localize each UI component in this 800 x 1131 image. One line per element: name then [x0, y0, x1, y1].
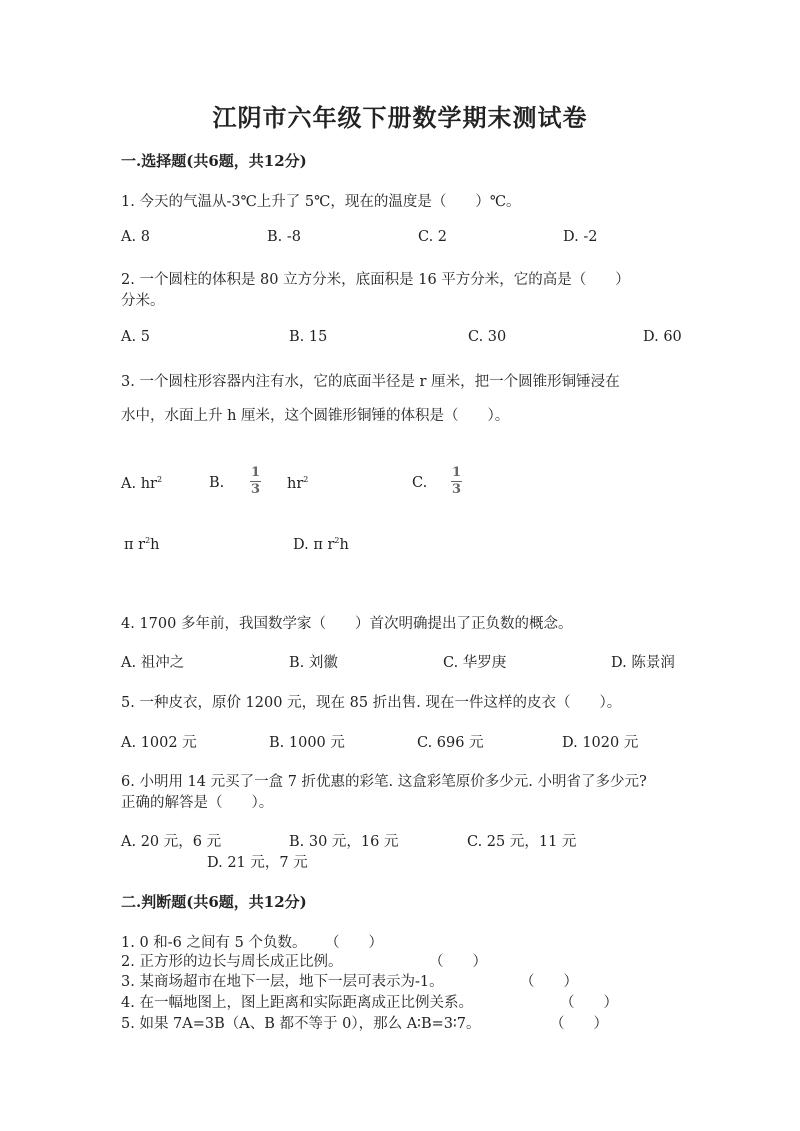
- option-c-end: h: [150, 537, 160, 553]
- question-6-option-d[interactable]: D. 21 元，7 元: [207, 855, 308, 871]
- question-5-option-b[interactable]: B. 1000 元: [269, 735, 345, 751]
- question-6-option-c[interactable]: C. 25 元，11 元: [467, 834, 577, 850]
- question-5-option-c[interactable]: C. 696 元: [417, 735, 484, 751]
- question-5-text: 5. 一种皮衣，原价 1200 元，现在 85 折出售. 现在一件这样的皮衣（ ）。: [121, 695, 622, 711]
- question-5-option-d[interactable]: D. 1020 元: [562, 735, 639, 751]
- option-c-text: π r: [124, 537, 146, 553]
- question-4-option-b[interactable]: B. 刘徽: [289, 655, 338, 671]
- question-2-option-a[interactable]: A. 5: [121, 329, 150, 345]
- question-2-option-c[interactable]: C. 30: [468, 329, 507, 345]
- judge-item-4-text: 4. 在一幅地图上，图上距离和实际距离成正比例关系。: [121, 995, 473, 1011]
- option-d-exponent: 2: [334, 536, 340, 545]
- judge-item-3-blank[interactable]: （ ）: [520, 974, 578, 990]
- question-2-option-b[interactable]: B. 15: [289, 329, 328, 345]
- judge-item-2-blank[interactable]: （ ）: [429, 954, 487, 970]
- section-heading-judge: 二.判断题(共6题，共12分): [121, 893, 307, 911]
- question-3-line-2: 水中，水面上升 h 厘米，这个圆锥形铜锤的体积是（ ）。: [121, 408, 510, 424]
- question-4-option-d[interactable]: D. 陈景润: [611, 655, 675, 671]
- question-4-text: 4. 1700 多年前，我国数学家（ ）首次明确提出了正负数的概念。: [121, 616, 573, 632]
- question-3-line-1: 3. 一个圆柱形容器内注有水，它的底面半径是 r 厘米，把一个圆锥形铜锤浸在: [121, 374, 620, 390]
- judge-item-4-blank[interactable]: （ ）: [560, 995, 618, 1011]
- question-1-option-b[interactable]: B. -8: [267, 229, 301, 245]
- option-c-exponent: 2: [145, 536, 151, 545]
- judge-item-1-blank[interactable]: （ ）: [325, 935, 383, 951]
- question-3-option-b-fraction: [250, 466, 261, 497]
- fraction-numerator: 1: [451, 465, 462, 480]
- judge-item-3-text: 3. 某商场超市在地下一层，地下一层可表示为-1。: [121, 974, 444, 990]
- option-b-text: hr: [287, 476, 304, 492]
- question-2-option-d[interactable]: D. 60: [643, 329, 682, 345]
- judge-item-5-text: 5. 如果 7A=3B（A、B 都不等于 0），那么 A∶B=3∶7。: [121, 1016, 481, 1032]
- fraction-denominator: 3: [451, 482, 462, 497]
- question-1-option-d[interactable]: D. -2: [563, 229, 598, 245]
- question-6-option-a[interactable]: A. 20 元，6 元: [121, 834, 222, 850]
- question-3-option-d[interactable]: [293, 536, 349, 553]
- question-3-option-b-tail: [287, 475, 308, 492]
- judge-item-5-blank[interactable]: （ ）: [550, 1016, 608, 1032]
- question-3-option-c-label[interactable]: C.: [412, 475, 428, 491]
- judge-item-2-text: 2. 正方形的边长与周长成正比例。: [121, 954, 343, 970]
- judge-item-1-text: 1. 0 和-6 之间有 5 个负数。: [121, 935, 307, 951]
- question-6-line-2: 正确的解答是（ ）。: [121, 795, 274, 811]
- fraction-denominator: 3: [250, 482, 261, 497]
- page-title: 江阴市六年级下册数学期末测试卷: [212, 103, 588, 132]
- question-3-option-c-fraction: [451, 466, 462, 497]
- question-4-option-a[interactable]: A. 祖冲之: [121, 655, 185, 671]
- question-1-option-a[interactable]: A. 8: [121, 229, 150, 245]
- fraction-numerator: 1: [250, 465, 261, 480]
- question-2-line-2: 分米。: [121, 293, 165, 309]
- question-3-option-c-continuation: [124, 536, 160, 553]
- question-1-text: 1. 今天的气温从-3℃上升了 5℃，现在的温度是（ ）℃。: [121, 194, 521, 210]
- question-6-option-b[interactable]: B. 30 元，16 元: [289, 834, 399, 850]
- option-a-exponent: 2: [156, 475, 163, 484]
- question-2-line-1: 2. 一个圆柱的体积是 80 立方分米，底面积是 16 平方分米，它的高是（ ）: [121, 272, 630, 288]
- question-6-line-1: 6. 小明用 14 元买了一盒 7 折优惠的彩笔. 这盒彩笔原价多少元. 小明省了多少元?: [121, 774, 647, 790]
- option-d-text: D. π r: [293, 537, 335, 553]
- option-b-exponent: 2: [303, 475, 309, 484]
- option-a-text: A. hr: [121, 476, 157, 492]
- question-3-option-a[interactable]: [121, 475, 162, 492]
- question-1-option-c[interactable]: C. 2: [418, 229, 448, 245]
- question-4-option-c[interactable]: C. 华罗庚: [443, 655, 507, 671]
- section-heading-choice: 一.选择题(共6题，共12分): [121, 152, 307, 170]
- question-5-option-a[interactable]: A. 1002 元: [121, 735, 197, 751]
- option-d-end: h: [339, 537, 349, 553]
- question-3-option-b-label[interactable]: B.: [209, 475, 225, 491]
